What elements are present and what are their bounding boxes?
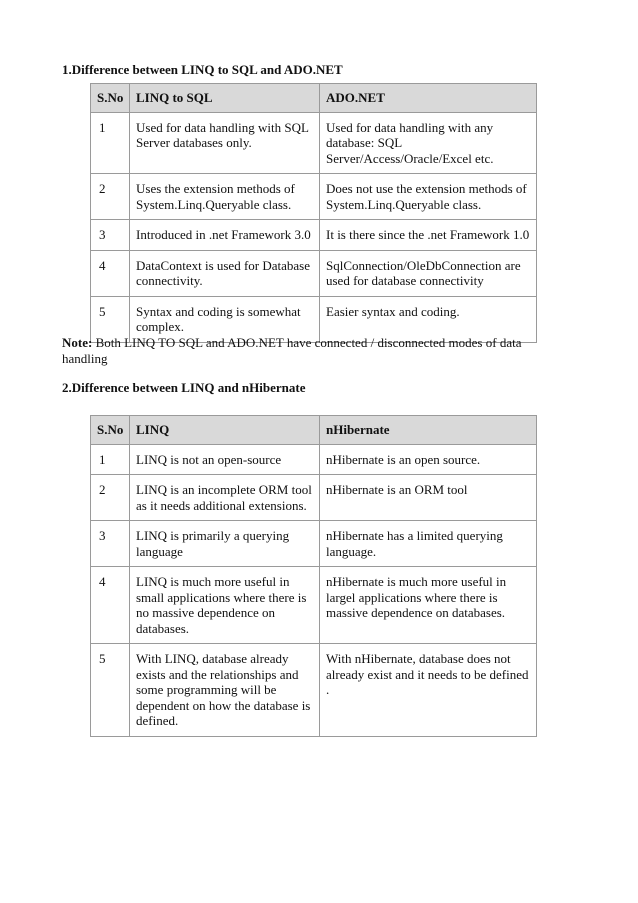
column-header-linq-to-sql: LINQ to SQL (130, 84, 320, 113)
cell-nhibernate: nHibernate is much more useful in largel applications where there is massive dependence on databases. (320, 567, 537, 644)
section1-heading: 1.Difference between LINQ to SQL and ADO.NET (62, 62, 343, 77)
table-header-row (91, 416, 537, 445)
column-header-nhibernate: nHibernate (320, 416, 537, 445)
cell-nhibernate: nHibernate has a limited querying language. (320, 521, 537, 567)
table-row (91, 444, 537, 475)
cell-linq: LINQ is not an open-source (130, 444, 320, 475)
cell-sno: 4 (91, 567, 130, 644)
cell-nhibernate: nHibernate is an ORM tool (320, 475, 537, 521)
table-row (91, 174, 537, 220)
cell-adonet: Does not use the extension methods of System.Linq.Queryable class. (320, 174, 537, 220)
cell-adonet: It is there since the .net Framework 1.0 (320, 220, 537, 251)
cell-sno: 1 (91, 444, 130, 475)
cell-adonet: Used for data handling with any database: SQL Server/Access/Oracle/Excel etc. (320, 112, 537, 174)
cell-linq-to-sql: Syntax and coding is somewhat complex. (130, 296, 320, 342)
cell-adonet: Easier syntax and coding. (320, 296, 537, 342)
table-header-row (91, 84, 537, 113)
cell-sno: 2 (91, 475, 130, 521)
note-label: Note: (62, 335, 93, 350)
table-row (91, 475, 537, 521)
table-row (91, 112, 537, 174)
cell-nhibernate: With nHibernate, database does not already exist and it needs to be defined . (320, 644, 537, 737)
cell-linq: With LINQ, database already exists and the relationships and some programming will be dependent on how the database is defined. (130, 644, 320, 737)
cell-adonet: SqlConnection/OleDbConnection are used for database connectivity (320, 250, 537, 296)
cell-linq-to-sql: Introduced in .net Framework 3.0 (130, 220, 320, 251)
table-row (91, 644, 537, 737)
column-header-adonet: ADO.NET (320, 84, 537, 113)
linq-vs-nhibernate-table (90, 415, 537, 737)
note-text: Both LINQ TO SQL and ADO.NET have connected / disconnected modes of data handling (62, 335, 522, 366)
cell-sno: 2 (91, 174, 130, 220)
section2-heading: 2.Difference between LINQ and nHibernate (62, 380, 306, 395)
column-header-sno: S.No (91, 84, 130, 113)
cell-sno: 3 (91, 220, 130, 251)
table-row (91, 567, 537, 644)
table-row (91, 521, 537, 567)
table-row (91, 250, 537, 296)
cell-sno: 1 (91, 112, 130, 174)
cell-linq: LINQ is much more useful in small applications where there is no massive dependence on databases. (130, 567, 320, 644)
cell-sno: 5 (91, 296, 130, 342)
cell-linq-to-sql: DataContext is used for Database connectivity. (130, 250, 320, 296)
cell-linq: LINQ is primarily a querying language (130, 521, 320, 567)
cell-linq-to-sql: Used for data handling with SQL Server databases only. (130, 112, 320, 174)
note-paragraph (62, 335, 532, 367)
cell-sno: 5 (91, 644, 130, 737)
cell-linq-to-sql: Uses the extension methods of System.Linq.Queryable class. (130, 174, 320, 220)
table-row (91, 220, 537, 251)
cell-sno: 4 (91, 250, 130, 296)
cell-linq: LINQ is an incomplete ORM tool as it needs additional extensions. (130, 475, 320, 521)
cell-sno: 3 (91, 521, 130, 567)
column-header-sno: S.No (91, 416, 130, 445)
linq-sql-vs-adonet-table (90, 83, 537, 343)
column-header-linq: LINQ (130, 416, 320, 445)
cell-nhibernate: nHibernate is an open source. (320, 444, 537, 475)
